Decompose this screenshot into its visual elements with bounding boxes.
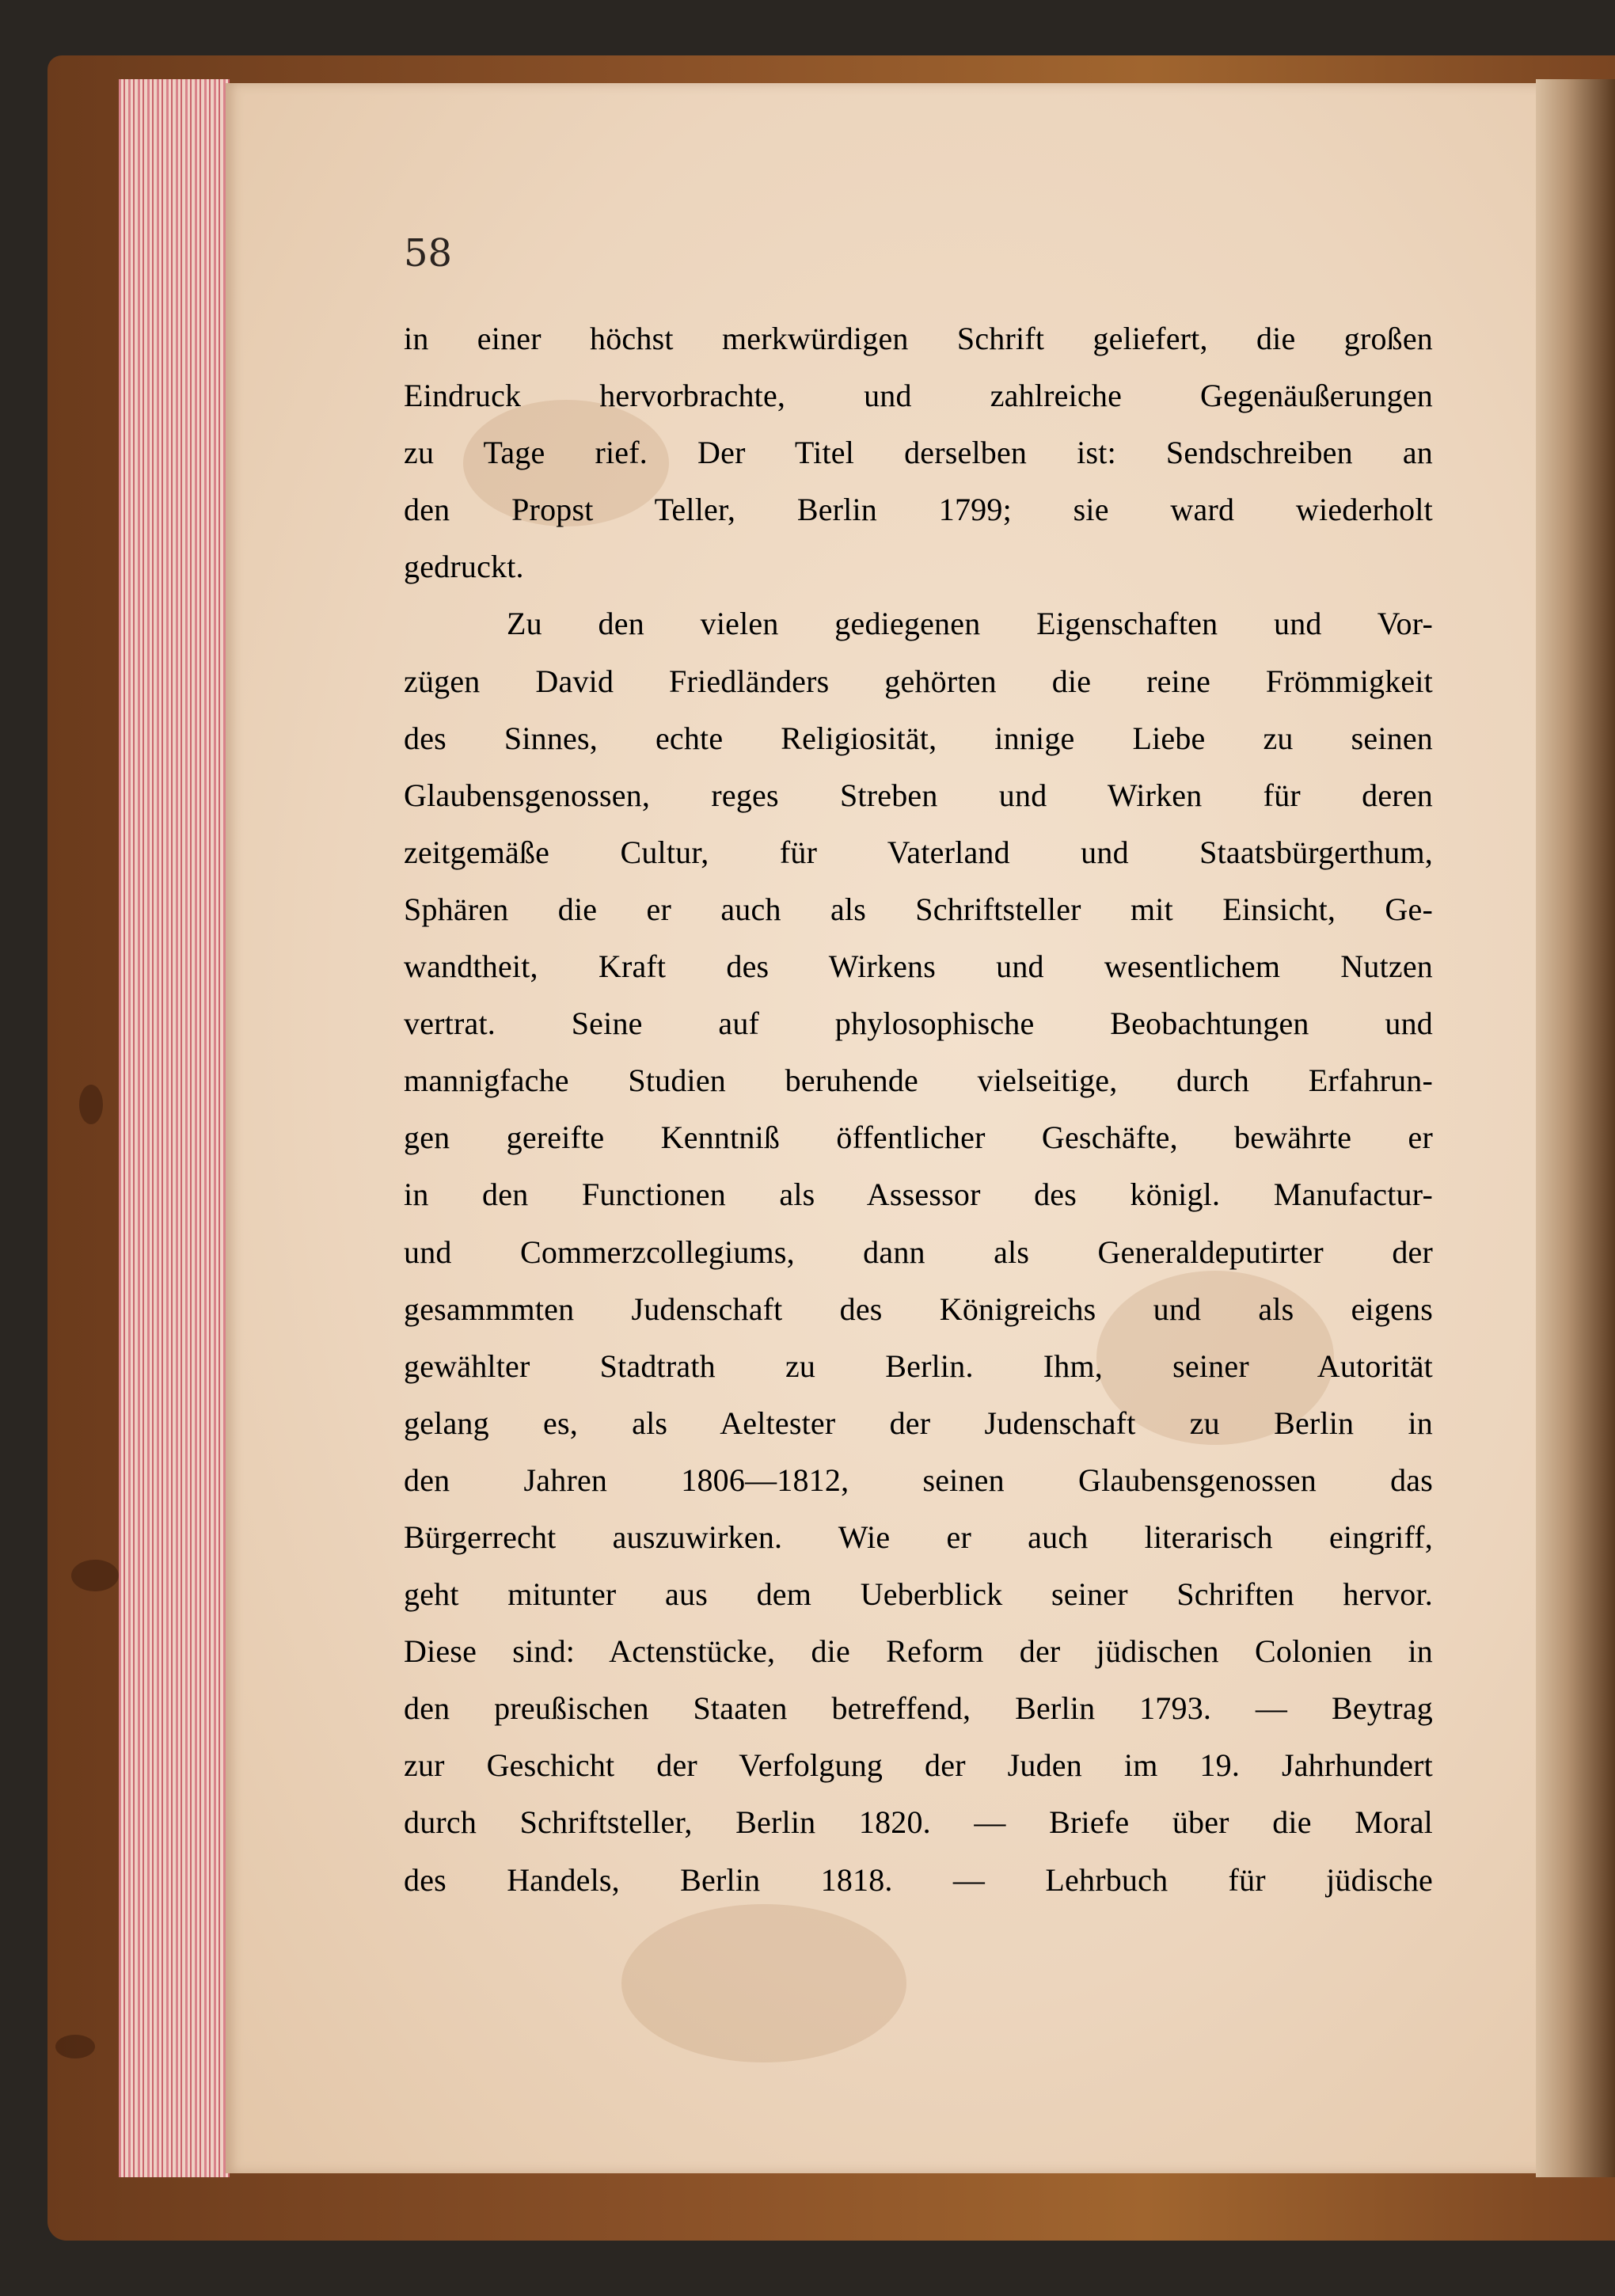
text-line: mannigfache Studien beruhende vielseitige, durch Erfahrun-: [404, 1062, 1433, 1099]
text-line: Bürgerrecht auszuwirken. Wie er auch literarisch eingriff,: [404, 1519, 1433, 1555]
text-line: Zu den vielen gediegenen Eigenschaften und Vor-: [507, 606, 1433, 642]
text-line: Glaubensgenossen, reges Streben und Wirken für deren: [404, 777, 1433, 813]
text-line: Diese sind: Actenstücke, die Reform der jüdischen Colonien in: [404, 1633, 1433, 1670]
paper-foxing: [621, 1904, 906, 2062]
text-line: durch Schriftsteller, Berlin 1820. — Briefe über die Moral: [404, 1804, 1433, 1841]
text-line: zügen David Friedländers gehörten die reine Frömmigkeit: [404, 663, 1433, 699]
text-line: den Jahren 1806—1812, seinen Glaubensgenossen das: [404, 1462, 1433, 1498]
text-line: zu Tage rief. Der Titel derselben ist: Sendschreiben an: [404, 435, 1433, 471]
cover-stain: [55, 2035, 95, 2058]
text-line: in den Functionen als Assessor des königl. Manufactur-: [404, 1177, 1433, 1213]
text-line: zur Geschicht der Verfolgung der Juden im 19. Jahrhundert: [404, 1747, 1433, 1784]
text-line: gesammmten Judenschaft des Königreichs und als eigens: [404, 1291, 1433, 1327]
cover-stain: [79, 1085, 103, 1124]
text-line: des Sinnes, echte Religiosität, innige Liebe zu seinen: [404, 720, 1433, 756]
text-line: gen gereifte Kenntniß öffentlicher Geschäfte, bewährte er: [404, 1119, 1433, 1156]
text-line: geht mitunter aus dem Ueberblick seiner Schriften hervor.: [404, 1576, 1433, 1613]
text-line: den Propst Teller, Berlin 1799; sie ward wiederholt: [404, 492, 1433, 528]
book-gutter: [1536, 79, 1615, 2177]
text-line: und Commerzcollegiums, dann als Generaldeputirter der: [404, 1234, 1433, 1270]
cover-stain: [71, 1560, 119, 1591]
text-line: zeitgemäße Cultur, für Vaterland und Staatsbürgerthum,: [404, 834, 1433, 870]
text-line: den preußischen Staaten betreffend, Berlin 1793. — Beytrag: [404, 1690, 1433, 1727]
page-edges: [119, 79, 230, 2177]
text-line: gelang es, als Aeltester der Judenschaft zu Berlin in: [404, 1405, 1433, 1441]
text-line: gedruckt.: [404, 549, 524, 585]
text-line: Sphären die er auch als Schriftsteller mit Einsicht, Ge-: [404, 891, 1433, 927]
text-line: in einer höchst merkwürdigen Schrift geliefert, die großen: [404, 321, 1433, 356]
text-line: gewählter Stadtrath zu Berlin. Ihm, seiner Autorität: [404, 1348, 1433, 1384]
page-number: 58: [404, 231, 453, 276]
text-line: vertrat. Seine auf phylosophische Beobachtungen und: [404, 1005, 1433, 1042]
text-line: des Handels, Berlin 1818. — Lehrbuch für jüdische: [404, 1861, 1433, 1898]
text-line: wandtheit, Kraft des Wirkens und wesentlichem Nutzen: [404, 948, 1433, 985]
body-text: [404, 310, 1433, 1909]
text-line: Eindruck hervorbrachte, und zahlreiche Gegenäußerungen: [404, 378, 1433, 414]
